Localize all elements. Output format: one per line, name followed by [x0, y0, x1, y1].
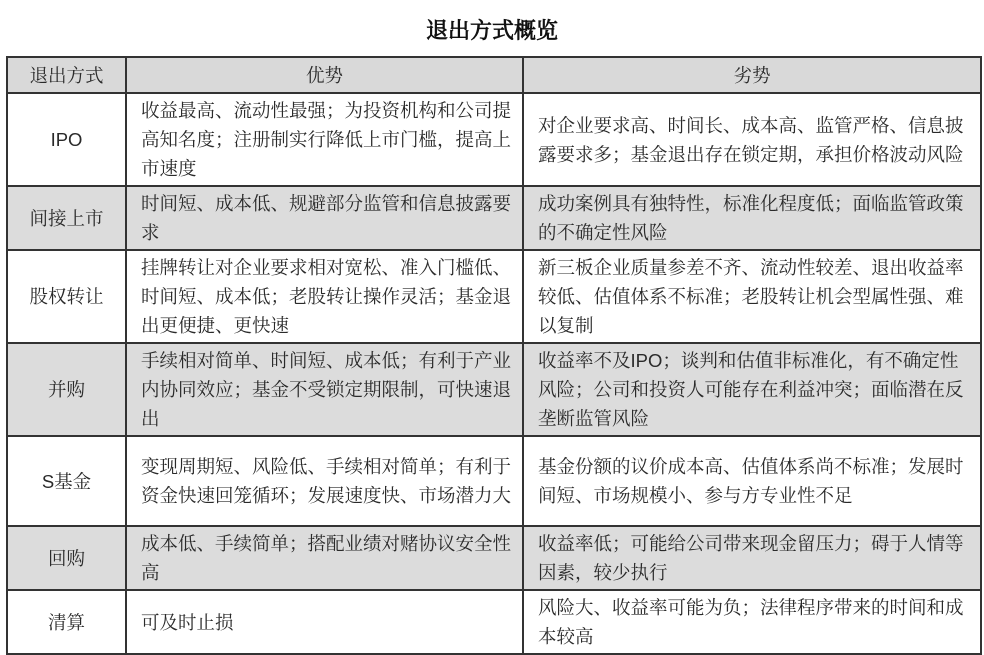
header-method: 退出方式	[7, 57, 126, 93]
table-row	[7, 250, 981, 343]
method-cell: 股权转让	[7, 250, 126, 343]
pros-cell: 可及时止损	[126, 590, 523, 654]
table-row	[7, 436, 981, 526]
table-row	[7, 343, 981, 436]
pros-cell: 收益最高、流动性最强；为投资机构和公司提高知名度；注册制实行降低上市门槛，提高上市速度	[126, 93, 523, 186]
pros-cell: 成本低、手续简单；搭配业绩对赌协议安全性高	[126, 526, 523, 590]
method-cell: 清算	[7, 590, 126, 654]
table-row	[7, 186, 981, 250]
pros-cell: 变现周期短、风险低、手续相对简单；有利于资金快速回笼循环；发展速度快、市场潜力大	[126, 436, 523, 526]
method-cell: 回购	[7, 526, 126, 590]
cons-cell: 新三板企业质量参差不齐、流动性较差、退出收益率较低、估值体系不标准；老股转让机会型属性强、难以复制	[523, 250, 981, 343]
table-row	[7, 93, 981, 186]
table-title: 退出方式概览	[425, 18, 558, 43]
pros-cell: 时间短、成本低、规避部分监管和信息披露要求	[126, 186, 523, 250]
table-row	[7, 590, 981, 654]
header-cons: 劣势	[523, 57, 981, 93]
method-cell: 并购	[7, 343, 126, 436]
pros-cell: 手续相对简单、时间短、成本低；有利于产业内协同效应；基金不受锁定期限制，可快速退出	[126, 343, 523, 436]
table-header-row	[7, 57, 981, 93]
header-pros: 优势	[126, 57, 523, 93]
table-row	[7, 526, 981, 590]
cons-cell: 收益率低；可能给公司带来现金留压力；碍于人情等因素，较少执行	[523, 526, 981, 590]
method-cell: IPO	[7, 93, 126, 186]
cons-cell: 基金份额的议价成本高、估值体系尚不标准；发展时间短、市场规模小、参与方专业性不足	[523, 436, 981, 526]
cons-cell: 对企业要求高、时间长、成本高、监管严格、信息披露要求多；基金退出存在锁定期，承担价格波动风险	[523, 93, 981, 186]
method-cell: S基金	[7, 436, 126, 526]
cons-cell: 风险大、收益率可能为负；法律程序带来的时间和成本较高	[523, 590, 981, 654]
method-cell: 间接上市	[7, 186, 126, 250]
cons-cell: 成功案例具有独特性，标准化程度低；面临监管政策的不确定性风险	[523, 186, 981, 250]
pros-cell: 挂牌转让对企业要求相对宽松、准入门槛低、时间短、成本低；老股转让操作灵活；基金退出更便捷、更快速	[126, 250, 523, 343]
cons-cell: 收益率不及IPO；谈判和估值非标准化，有不确定性风险；公司和投资人可能存在利益冲突；面临潜在反垄断监管风险	[523, 343, 981, 436]
exit-methods-table	[6, 56, 982, 655]
